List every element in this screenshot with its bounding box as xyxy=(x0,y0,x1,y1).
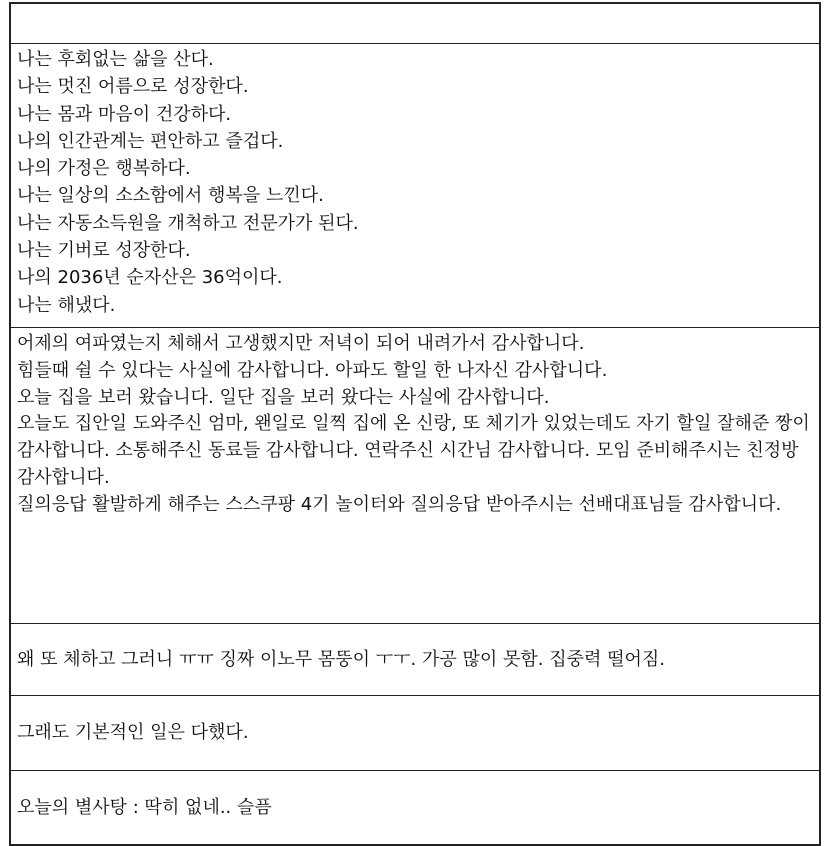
gratitude-cell xyxy=(11,328,819,624)
affirmations-cell xyxy=(11,44,819,328)
empty-header-row xyxy=(11,4,819,44)
affirmation-line: 나의 2036년 순자산은 36억이다. xyxy=(17,267,283,289)
gratitude-paragraph: 어제의 여파였는지 체해서 고생했지만 저녁이 되어 내려가서 감사합니다. xyxy=(17,333,585,354)
affirmation-line: 나의 가정은 행복하다. xyxy=(17,158,191,180)
affirmation-line: 나는 멋진 어름으로 성장한다. xyxy=(17,76,249,98)
gratitude-paragraph: 힘들때 쉴 수 있다는 사실에 감사합니다. 아파도 할일 한 나자신 감사합니다. xyxy=(17,359,608,381)
affirmation-line: 나는 자동소득원을 개척하고 전문가가 된다. xyxy=(17,212,359,234)
reflection-text: 왜 또 체하고 그러니 ㅠㅠ 징짜 이노무 몸뚱이 ㅜㅜ. 가공 많이 못함. 집중력 떨어짐. xyxy=(17,648,665,670)
affirmation-line: 나의 인간관계는 편안하고 즐겁다. xyxy=(17,130,284,152)
gratitude-paragraph: 질의응답 활발하게 해주는 스스쿠팡 4기 놀이터와 질의응답 받아주시는 선배대표님들 감사합니다. xyxy=(17,493,782,515)
today-item-cell xyxy=(11,771,819,844)
reflection-cell xyxy=(11,624,819,696)
affirmation-line: 나는 몸과 마음이 건강하다. xyxy=(17,103,232,125)
affirmation-line: 나는 일상의 소소함에서 행복을 느낀다. xyxy=(17,185,324,207)
gratitude-paragraph: 오늘 집을 보러 왔습니다. 일단 집을 보러 왔다는 사실에 감사합니다. xyxy=(17,386,550,408)
gratitude-paragraph: 오늘도 집안일 도와주신 엄마, 왠일로 일찍 집에 온 신랑, 또 체기가 있었는데도 자기 할일 잘해준 짱이 감사합니다. 소통해주신 동료들 감사합니다. 연락주신 시간님 감사합니다. 모임 준비해주시는 친정방 감사합니다. xyxy=(17,413,810,488)
affirmation-line: 나는 후회없는 삶을 산다. xyxy=(17,49,214,70)
summary-text: 그래도 기본적인 일은 다했다. xyxy=(17,722,249,743)
journal-table xyxy=(9,2,821,846)
affirmation-line: 나는 해냈다. xyxy=(17,294,116,316)
summary-cell xyxy=(11,696,819,771)
affirmation-line: 나는 기버로 성장한다. xyxy=(17,240,191,262)
today-item-text: 오늘의 별사탕 : 딱히 없네.. 슬픔 xyxy=(17,796,272,818)
